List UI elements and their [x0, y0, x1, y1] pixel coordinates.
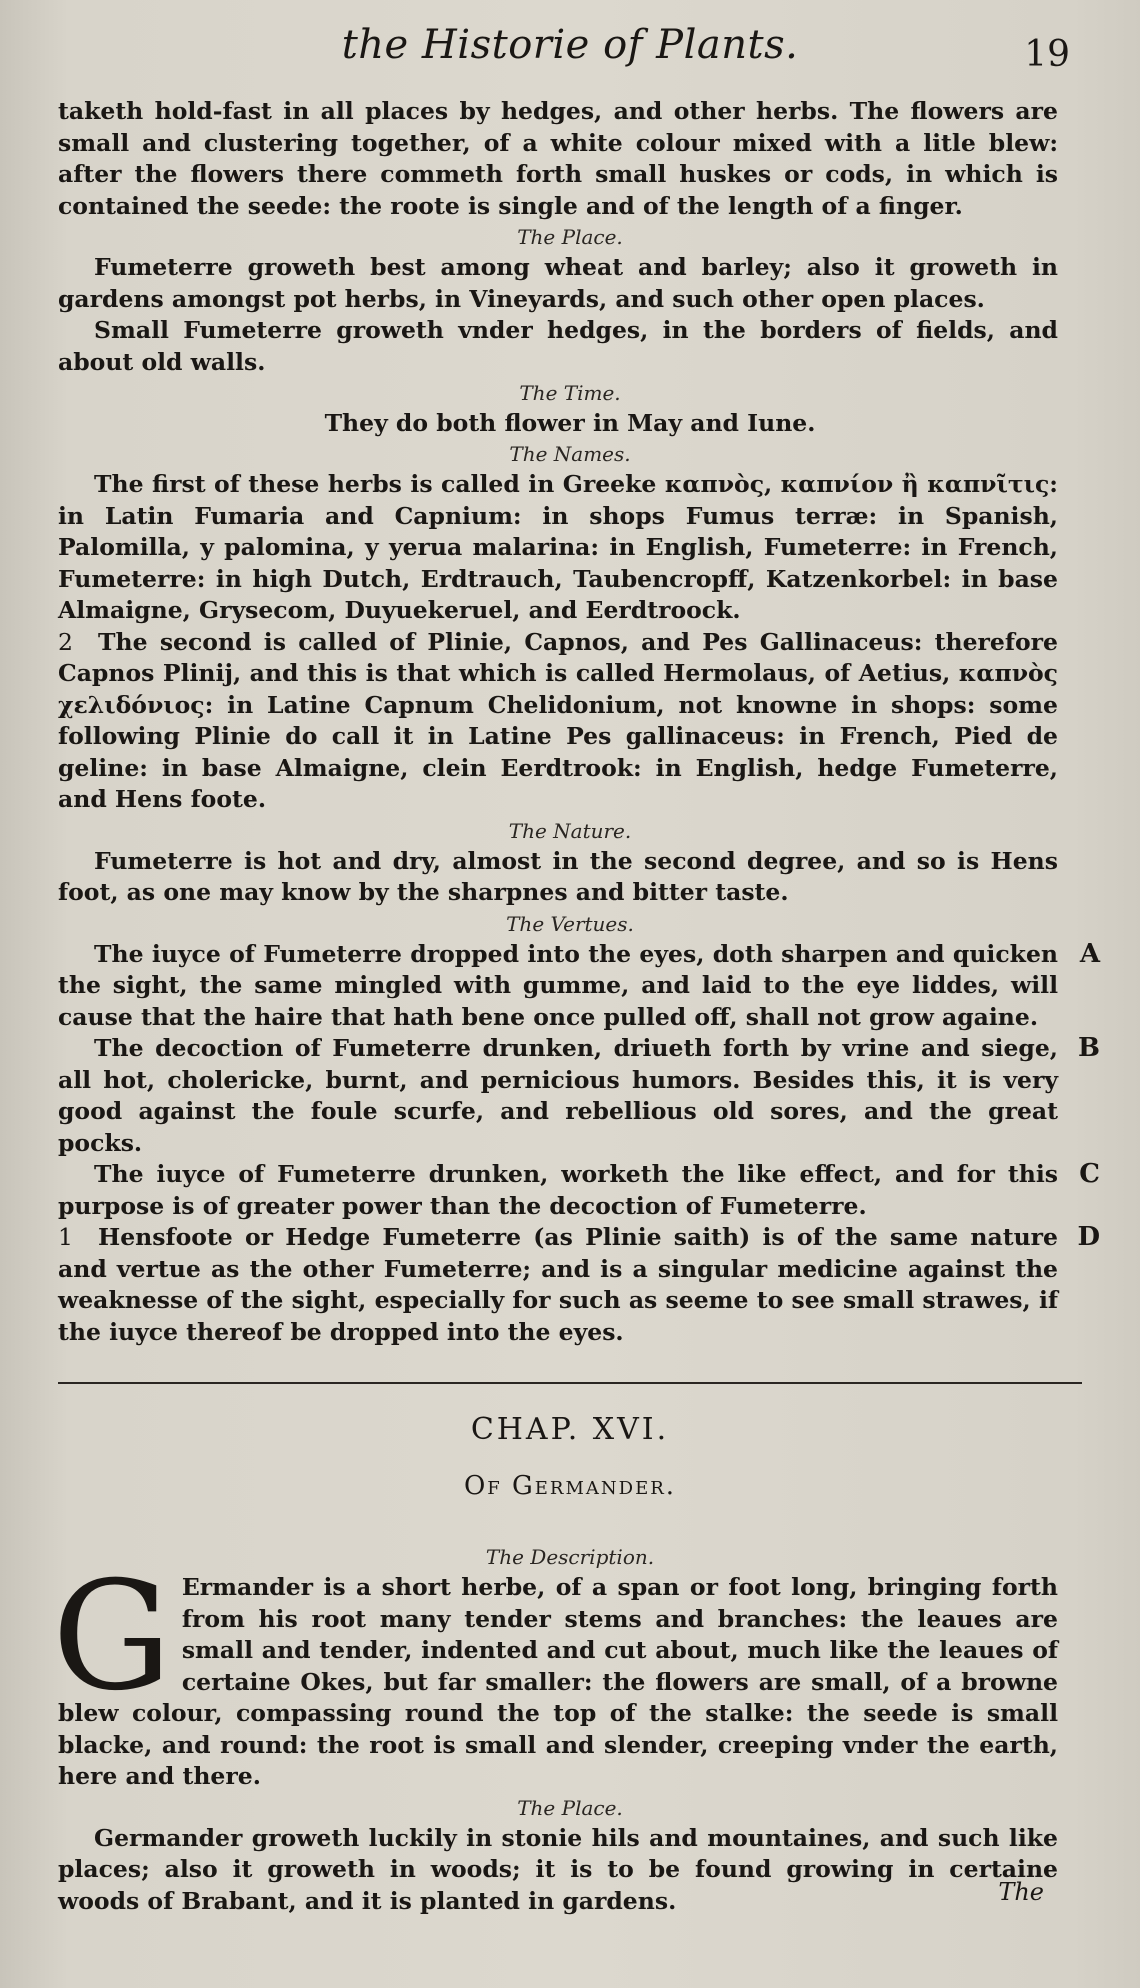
- vertues-paragraph-d-text: Hensfoote or Hedge Fumeterre (as Plinie saith) is of the same nature and vertue as the other Fumeterre; and is a singular medicine against the weaknesse of the sight, especially for such as seeme to see small strawes, if the iuyce thereof be dropped into the eyes.: [58, 1223, 1058, 1346]
- section-head-description: The Description.: [485, 1545, 655, 1569]
- chapter-title: Of Germander.: [463, 1471, 677, 1501]
- section-head-place: The Place.: [517, 225, 623, 249]
- place-paragraph-2: Small Fumeterre groweth vnder hedges, in the borders of fields, and about old walls.: [58, 316, 1058, 376]
- section-head-names: The Names.: [509, 442, 631, 466]
- catchword: The: [998, 1878, 1044, 1906]
- margin-letter-c: C: [1079, 1159, 1100, 1189]
- vertues-paragraph-d: [58, 1222, 1100, 1348]
- vertues-paragraph-c-text: The iuyce of Fumeterre drunken, worketh the like effect, and for this purpose is of greater power than the decoction of Fumeterre.: [58, 1160, 1058, 1220]
- names-paragraph-1: The first of these herbs is called in Greeke καπνὸς, καπνίον ἢ καπνῖτις: in Latin Fumaria and Capnium: in shops Fumus terræ: in Spanish, Palomilla, y palomina, y yerua malarina: in English, Fumeterre: in French, Fumeterre: in high Dutch, Erdtrauch, Taubencropff, Katzenkorbel: in base Almaigne, Grysecom, Duyuekeruel, and Eerdtroock.: [58, 470, 1058, 624]
- time-line: They do both flower in May and Iune.: [324, 409, 816, 437]
- page-number: 19: [1024, 34, 1070, 75]
- names-paragraph-2-text: The second is called of Plinie, Capnos, and Pes Gallinaceus: therefore Capnos Plinij, and this is that which is called Hermolaus, of Aetius, καπνὸς χελιδόνιος: in Latine Capnum Chelidonium, not knowne in shops: some following Plinie do call it in Latine Pes gallinaceus: in French, Pied de geline: in base Almaigne, clein Eerdtrook: in English, hedge Fumeterre, and Hens foote.: [58, 627, 1058, 813]
- paragraph-number: 2: [58, 627, 73, 656]
- paragraph-number: 1: [58, 1223, 73, 1251]
- names-paragraph-2: [58, 627, 1082, 816]
- top-paragraph: taketh hold-fast in all places by hedges, and other herbs. The flowers are small and clustering together, of a white colour mixed with a litle blew: after the flowers there commeth forth small huskes or cods, in which is contained the seede: the roote is single and of the length of a finger.: [58, 97, 1058, 220]
- vertues-paragraph-a-text: The iuyce of Fumeterre dropped into the eyes, doth sharpen and quicken the sight, the same mingled with gumme, and laid to the eye liddes, will cause that the haire that hath bene once pulled off, shall not grow againe.: [58, 939, 1058, 1031]
- vertues-paragraph-a: [58, 938, 1100, 1034]
- description-paragraph: Ermander is a short herbe, of a span or foot long, bringing forth from his root many tender stems and branches: the leaues are small and tender, indented and cut about, much like the leaues of certaine Okes, but far smaller: the flowers are small, of a browne blew colour, compassing round the top of the stalke: the seede is small blacke, and round: the root is small and slender, creeping vnder the earth, here and there.: [58, 1573, 1058, 1790]
- nature-paragraph: Fumeterre is hot and dry, almost in the second degree, and so is Hens foot, as one may know by the sharpnes and bitter taste.: [58, 846, 1058, 906]
- section-head-vertues: The Vertues.: [506, 911, 634, 936]
- section-head-nature: The Nature.: [508, 818, 632, 843]
- running-head: [58, 0, 1082, 96]
- drop-cap: G: [52, 1550, 172, 1724]
- chapter-place-paragraph: Germander groweth luckily in stonie hils and mountaines, and such like places; also it groweth in woods; it is to be found growing in certaine woods of Brabant, and it is planted in gardens.: [58, 1823, 1058, 1915]
- vertues-paragraph-c: [58, 1159, 1100, 1222]
- running-title: the Historie of Plants.: [341, 22, 799, 68]
- section-divider: [58, 1382, 1082, 1384]
- vertues-paragraph-b: [58, 1033, 1100, 1159]
- chapter-number: CHAP. XVI.: [470, 1412, 670, 1447]
- section-head-time: The Time.: [519, 381, 621, 405]
- vertues-paragraph-b-text: The decoction of Fumeterre drunken, driueth forth by vrine and siege, all hot, cholericke, burnt, and pernicious humors. Besides this, it is very good against the foule scurfe, and rebellious old sores, and the great pocks.: [58, 1034, 1058, 1157]
- section-head-place-2: The Place.: [517, 1795, 623, 1820]
- margin-letter-d: D: [1077, 1222, 1100, 1252]
- place-paragraph-1: Fumeterre groweth best among wheat and barley; also it groweth in gardens amongst pot herbs, in Vineyards, and such other open places.: [58, 253, 1058, 313]
- margin-letter-a: A: [1079, 938, 1100, 969]
- margin-letter-b: B: [1078, 1033, 1100, 1063]
